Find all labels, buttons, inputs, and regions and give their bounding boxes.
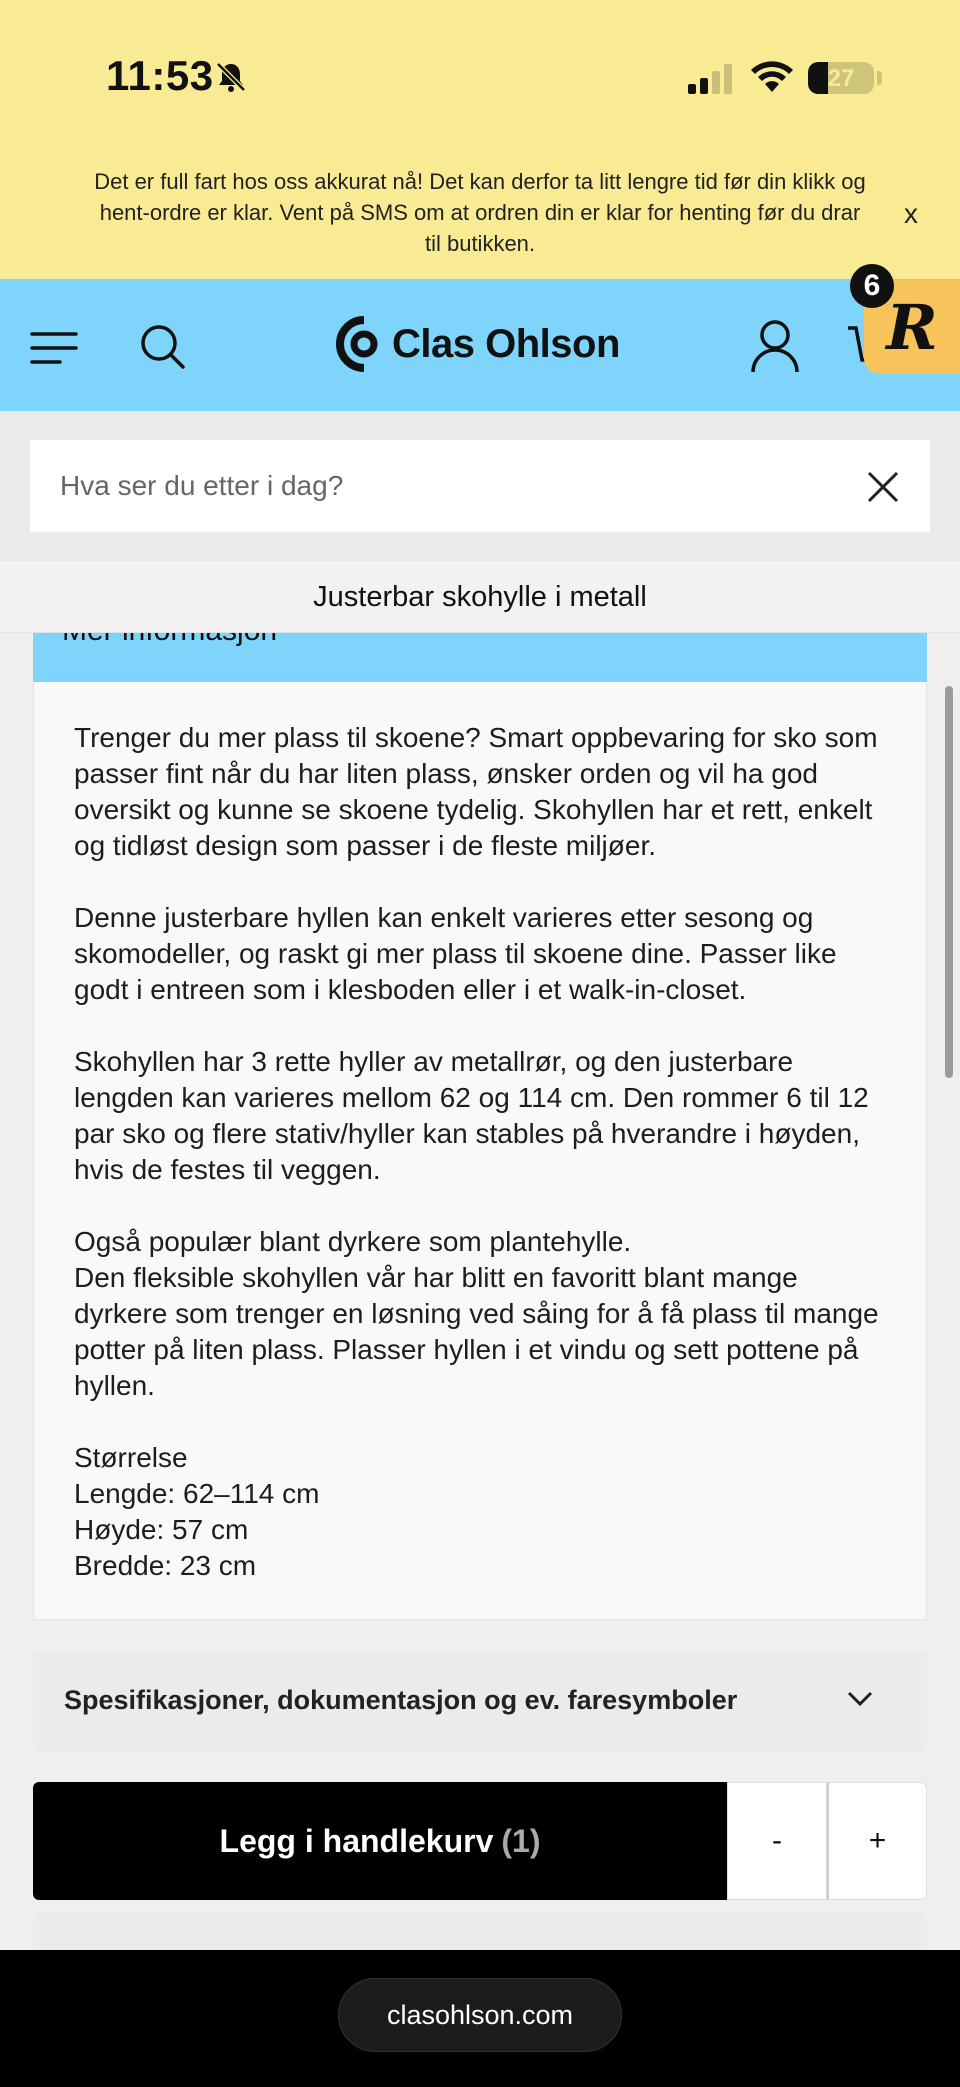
cellular-signal-icon bbox=[686, 62, 736, 96]
bell-muted-icon bbox=[214, 60, 248, 94]
specs-accordion-label: Spesifikasjoner, dokumentasjon og ev. faresymboler bbox=[64, 1685, 738, 1715]
product-title-sticky: Justerbar skohylle i metall bbox=[0, 561, 960, 633]
browser-url-bar[interactable]: clasohlson.com bbox=[338, 1978, 622, 2052]
brand-name: Clas Ohlson bbox=[392, 321, 620, 366]
banner-message: Det er full fart hos oss akkurat nå! Det kan derfor ta litt lengre tid før din klikk og hent-ordre er klar. Vent på SMS om at ordren din er klar for henting før du drar til butikken. bbox=[94, 169, 866, 256]
chevron-down-icon[interactable] bbox=[846, 1690, 874, 1708]
increase-quantity-button[interactable]: + bbox=[827, 1782, 927, 1900]
wifi-icon bbox=[750, 60, 794, 96]
clear-search-icon[interactable] bbox=[866, 470, 900, 504]
user-account-icon[interactable] bbox=[750, 318, 800, 374]
next-section-row bbox=[33, 1912, 927, 1952]
add-to-cart-label: Legg i handlekurv bbox=[219, 1823, 494, 1859]
search-icon[interactable] bbox=[138, 322, 186, 370]
logo-mark-icon bbox=[334, 314, 384, 374]
status-time: 11:53 bbox=[106, 52, 214, 99]
description-paragraph: Denne justerbare hyllen kan enkelt varieres etter sesong og skomodeller, og raskt gi mer plass til skoene dine. Passer like godt i entreen som i klesboden eller i et walk-in-closet. bbox=[74, 902, 837, 1005]
banner-close-button[interactable]: x bbox=[904, 198, 918, 229]
decrease-quantity-button[interactable]: - bbox=[727, 1782, 827, 1900]
battery-icon bbox=[808, 62, 874, 94]
scrollbar[interactable] bbox=[945, 686, 953, 1078]
rewards-count-badge: 6 bbox=[850, 264, 894, 308]
battery-level: 27 bbox=[827, 65, 855, 92]
size-details: Størrelse Lengde: 62–114 cm Høyde: 57 cm Bredde: 23 cm bbox=[74, 1442, 320, 1581]
hamburger-menu-icon[interactable] bbox=[30, 330, 78, 366]
search-input[interactable] bbox=[60, 466, 820, 506]
rewards-badge[interactable]: R bbox=[864, 280, 960, 374]
description-paragraph: Trenger du mer plass til skoene? Smart oppbevaring for sko som passer fint når du har liten plass, ønsker orden og vil ha god oversikt og kunne se skoene tydelig. Skohyllen har et rett, enkelt og tidløst design som passer i de fleste miljøer. bbox=[74, 722, 878, 861]
cart-quantity: (1) bbox=[501, 1823, 541, 1859]
description-paragraph: Også populær blant dyrkere som plantehylle. Den fleksible skohyllen vår har blitt en favoritt blant mange dyrkere som trenger en løsning ved såing for å få plass til mange potter på liten plass. Plasser hyllen i et vindu og sett pottene på hyllen. bbox=[74, 1226, 879, 1401]
clas-ohlson-logo[interactable] bbox=[334, 314, 620, 374]
add-to-cart-button[interactable] bbox=[33, 1782, 727, 1900]
description-paragraph: Skohyllen har 3 rette hyller av metallrør, og den justerbare lengden kan varieres mellom 62 og 114 cm. Den rommer 6 til 12 par sko og flere stativ/hyller kan stables på hverandre i høyden, hvis de festes til veggen. bbox=[74, 1046, 869, 1185]
battery-tip bbox=[877, 71, 882, 85]
